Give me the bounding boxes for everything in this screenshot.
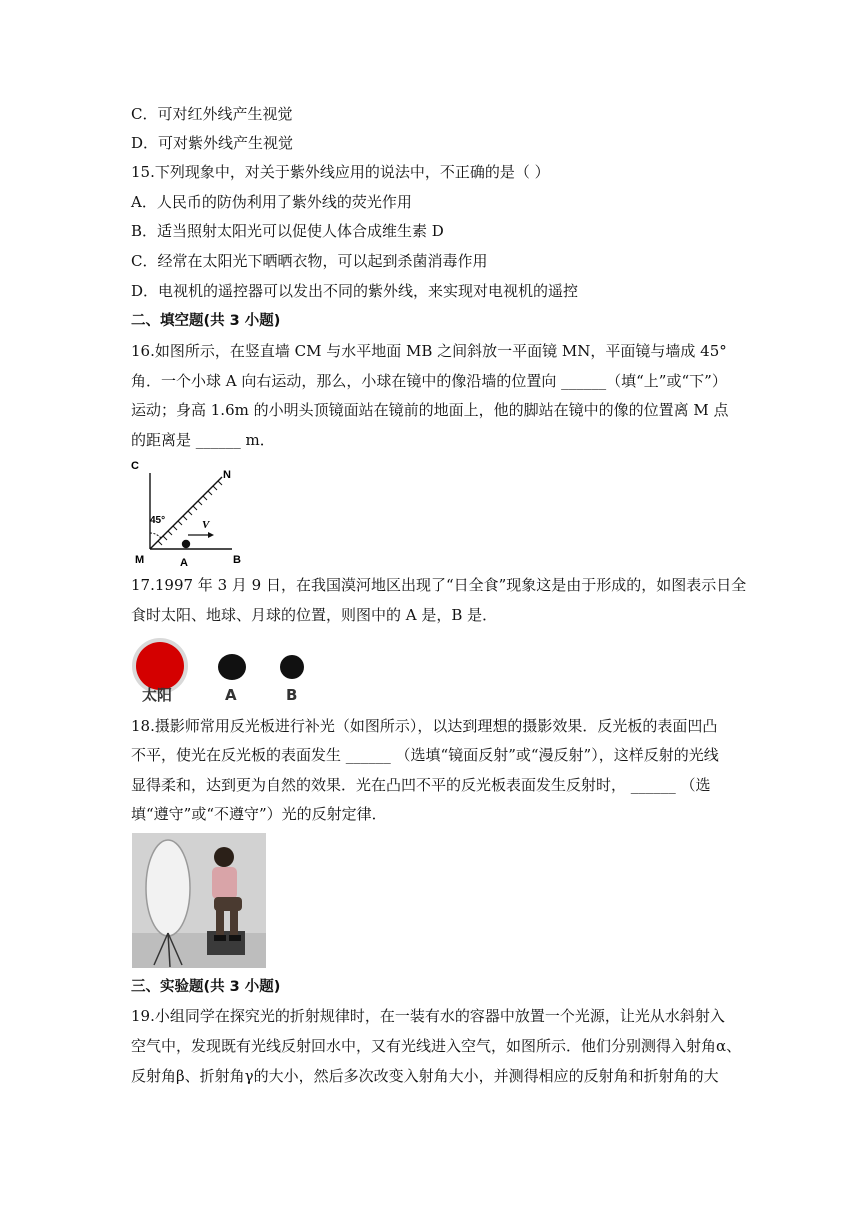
q15-option-c: C．经常在太阳光下晒晒衣物，可以起到杀菌消毒作用 (131, 252, 488, 270)
q15-stem: 15.下列现象中，对关于紫外线应用的说法中，不正确的是（ ） (131, 163, 550, 181)
b-label: B (286, 686, 298, 704)
q16-mirror-diagram (128, 455, 253, 570)
q17-line-1: 17.1997 年 3 月 9 日，在我国漠河地区出现了“日全食”现象这是由于形成的，如图表示日全 (131, 576, 747, 594)
q17-line-2: 食时太阳、地球、月球的位置，则图中的 A 是，B 是． (131, 606, 498, 624)
q17-eclipse-diagram (128, 632, 328, 704)
ball-a (182, 540, 190, 548)
q16-line-3: 运动；身高 1.6m 的小明头顶镜面站在镜前的地面上，他的脚站在镜中的像的位置离 M 点 (131, 401, 729, 419)
q18-line-3: 显得柔和，达到更为自然的效果．光在凸凹不平的反光板表面发生反射时， ______ （选 (131, 776, 711, 794)
q14-option-c: C．可对红外线产生视觉 (131, 105, 293, 123)
q14-option-d: D．可对紫外线产生视觉 (131, 134, 294, 152)
section-3-title: 三、实验题(共 3 小题) (131, 979, 281, 995)
label-n: N (223, 469, 231, 481)
sun-disc (136, 642, 184, 690)
mirror-mn (150, 477, 222, 549)
body-b (280, 655, 304, 679)
q15-option-a: A．人民币的防伪利用了紫外线的荧光作用 (131, 193, 412, 211)
label-m: M (135, 554, 145, 566)
a-label: A (225, 686, 237, 704)
reflector-photo (132, 833, 266, 968)
section-2-title: 二、填空题(共 3 小题) (131, 313, 281, 329)
q16-line-1: 16.如图所示，在竖直墙 CM 与水平地面 MB 之间斜放一平面镜 MN，平面镜与墙成 45° (131, 342, 727, 360)
person-shirt (212, 867, 237, 899)
q16-line-4: 的距离是 ______ m． (131, 431, 275, 449)
label-v: V (202, 519, 210, 531)
sun-label: 太阳 (142, 686, 173, 704)
q18-line-2: 不平，使光在反光板的表面发生 ______ （选填“镜面反射”或“漫反射”），这样反射的光线 (131, 746, 719, 764)
q15-option-b: B．适当照射太阳光可以促使人体合成维生素 D (131, 222, 444, 240)
q18-line-4: 填“遵守”或“不遵守”）光的反射定律． (131, 805, 387, 823)
label-c: C (131, 460, 139, 472)
q18-line-1: 18.摄影师常用反光板进行补光（如图所示），以达到理想的摄影效果．反光板的表面凹凸 (131, 717, 718, 735)
label-angle: 45° (150, 515, 166, 526)
stool (207, 931, 245, 955)
label-b: B (233, 554, 241, 566)
label-a: A (180, 557, 188, 569)
q19-line-1: 19.小组同学在探究光的折射规律时，在一装有水的容器中放置一个光源，让光从水斜射入 (131, 1007, 725, 1025)
angle-arc (150, 533, 161, 538)
reflector-board (146, 840, 190, 936)
q16-line-2: 角．一个小球 A 向右运动，那么，小球在镜中的像沿墙的位置向 ______（填“上”或“下”） (131, 372, 727, 390)
person-head (214, 847, 234, 867)
q15-option-d: D．电视机的遥控器可以发出不同的紫外线，来实现对电视机的遥控 (131, 282, 579, 300)
q19-line-2: 空气中，发现既有光线反射回水中，又有光线进入空气，如图所示．他们分别测得入射角α、 (131, 1037, 742, 1055)
body-a (218, 654, 246, 680)
velocity-arrowhead (208, 532, 214, 538)
q19-line-3: 反射角β、折射角γ的大小，然后多次改变入射角大小，并测得相应的反射角和折射角的大 (131, 1067, 719, 1085)
